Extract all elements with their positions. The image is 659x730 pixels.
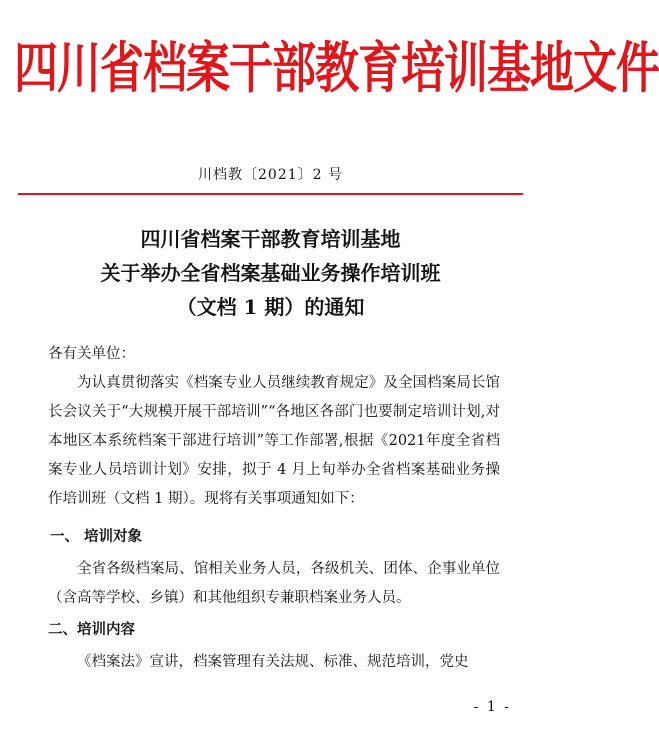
- addressee: 各有关单位：: [48, 346, 135, 362]
- paragraph-intro: 为认真贯彻落实《档案专业人员继续教育规定》及全国档案局长馆长会议关于“大规模开展干部培训”“各地区各部门也要制定培训计划,对本地区本系统档案干部进行培训”等工作部署,根据《2021年度全省档案专业人员培训计划》安排，拟于 4 月上旬举办全省档案基础业务操作培训班（文档 1 期）。现将有关事项通知如下：: [48, 375, 500, 507]
- notice-title-line-2: 关于举办全省档案基础业务操作培训班: [100, 261, 441, 285]
- section-heading-training-content: 二、培训内容: [48, 622, 135, 638]
- notice-title-line-3: （文档 1 期）的通知: [176, 295, 365, 319]
- paragraph-training-targets: 全省各级档案局、馆相关业务人员，各级机关、团体、企事业单位（含高等学校、乡镇）和其他组织专兼职档案业务人员。: [48, 561, 500, 606]
- red-divider-line: [18, 193, 523, 195]
- org-header-title: 四川省档案干部教育培训基地文件: [14, 36, 659, 101]
- paragraph-training-content: 《档案法》宣讲，档案管理有关法规、标准、规范培训，党史: [77, 654, 469, 670]
- notice-title: [0, 222, 541, 324]
- page-number: - 1 -: [473, 699, 511, 715]
- notice-title-line-1: 四川省档案干部教育培训基地: [140, 227, 401, 251]
- section-heading-training-targets: 一、 培训对象: [50, 529, 143, 545]
- document-number: 川档教〔2021〕2 号: [198, 167, 343, 183]
